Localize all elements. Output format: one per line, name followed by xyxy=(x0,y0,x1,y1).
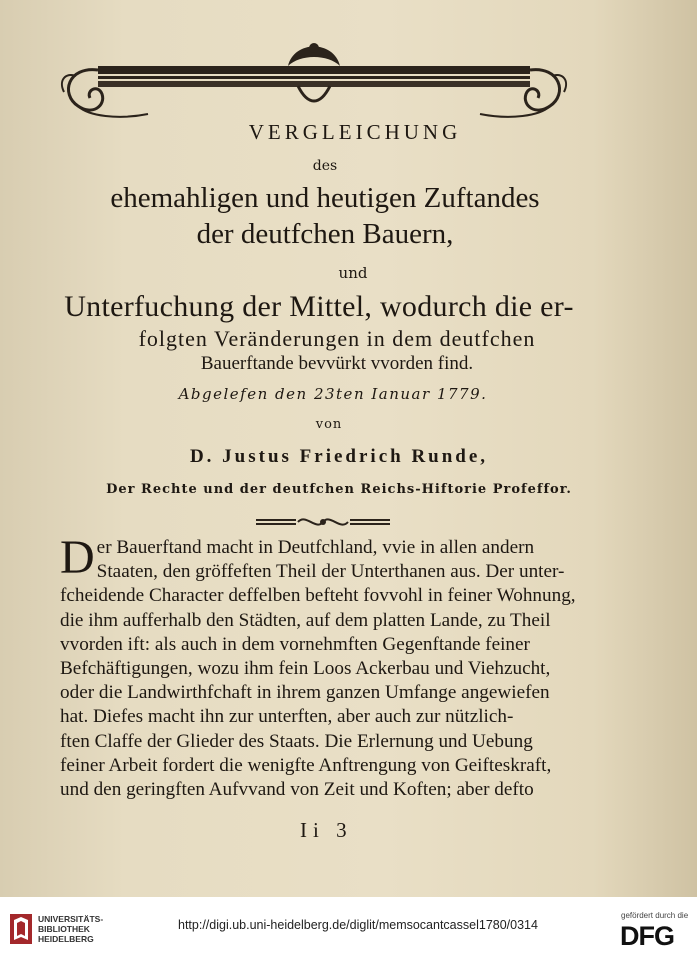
title-line-3: ehemahligen und heutigen Zuftandes xyxy=(110,182,540,214)
library-name: UNIVERSITÄTS- BIBLIOTHEK HEIDELBERG xyxy=(38,914,104,944)
text-line: fcheidende Character deffelben befteht fovvohl in feiner Wohnung, xyxy=(60,585,576,607)
title-vergleichung: VERGLEICHUNG xyxy=(248,120,462,144)
permalink[interactable]: http://digi.ub.uni-heidelberg.de/diglit/memsocantcassel1780/0314 xyxy=(178,918,538,932)
title-line-8: Bauerftande bevvürkt vvorden find. xyxy=(200,353,474,374)
text-line: feiner Arbeit fordert die wenigfte Anftrengung von Geifteskraft, xyxy=(60,754,552,776)
title-und: und xyxy=(338,264,368,282)
text-line: oder die Landwirthfchaft in ihrem ganzen Umfange angewiefen xyxy=(60,682,550,704)
title-des: des xyxy=(312,158,338,174)
funded-by-label: gefördert durch die xyxy=(621,911,689,920)
university-library-logo xyxy=(8,912,34,946)
reading-date: Abgelefen den 23ten Ianuar 1779. xyxy=(178,385,488,403)
body-paragraph xyxy=(60,531,590,802)
text-line: hat. Diefes macht ihn zur unterften, aber auch zur nützlich- xyxy=(60,706,514,728)
author-name: D. Justus Friedrich Runde, xyxy=(189,446,489,467)
author-affiliation: Der Rechte und der deutfchen Reichs-Hiftorie Profeffor. xyxy=(106,482,572,497)
title-von: von xyxy=(315,417,343,432)
text-line: vvorden ift: als auch in dem vornehmften Gegenftande feiner xyxy=(60,633,530,655)
text-line: Befchäftigungen, wozu ihm fein Loos Ackerbau und Viehzucht, xyxy=(60,658,551,680)
section-divider-ornament xyxy=(256,513,390,531)
text-line: die ihm aufferhalb den Städten, auf dem platten Lande, zu Theil xyxy=(60,609,551,631)
title-line-6: Unterfuchung der Mittel, wodurch die er- xyxy=(64,290,574,323)
text-line: Staaten, den gröffeften Theil der Unterthanen aus. Der unter- xyxy=(96,561,565,583)
header-ornament xyxy=(58,36,570,122)
text-line: ften Claffe der Glieder des Staats. Die Erlernung und Uebung xyxy=(60,730,533,752)
text-line: und den geringften Aufvvand von Zeit und Koften; aber defto xyxy=(60,779,534,801)
title-line-4: der deutfchen Bauern, xyxy=(196,218,454,250)
title-line-7: folgten Veränderungen in dem deutfchen xyxy=(138,326,536,351)
text-line: er Bauerftand macht in Deutfchland, vvie in allen andern xyxy=(96,537,535,558)
drop-cap: D xyxy=(60,531,95,584)
dfg-logo[interactable]: DFG xyxy=(620,921,674,951)
signature-mark: Ii 3 xyxy=(300,818,353,842)
